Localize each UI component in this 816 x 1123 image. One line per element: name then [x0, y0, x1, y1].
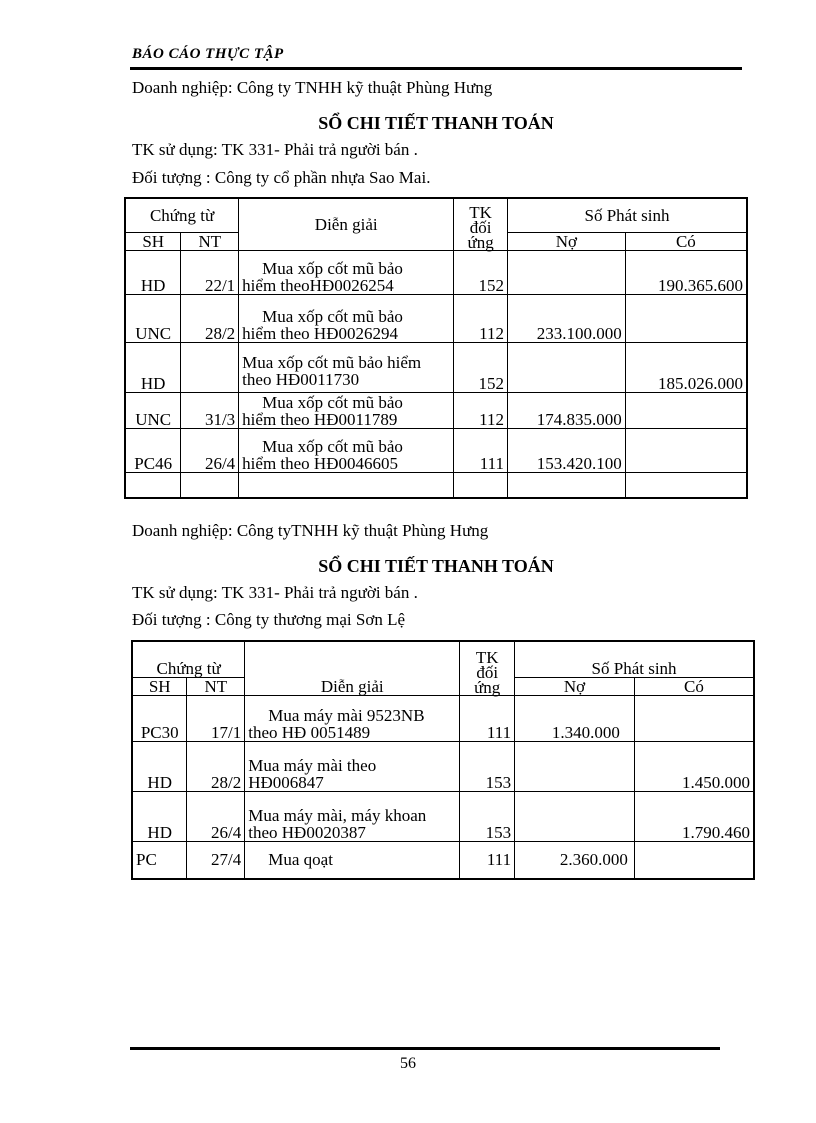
table-row — [125, 342, 747, 392]
voucher-number: UNC — [125, 392, 181, 428]
debit-amount: 233.100.000 — [508, 294, 626, 342]
credit-amount — [634, 695, 754, 741]
credit-header: Có — [634, 677, 754, 695]
description-line1: Mua máy mài theo — [248, 755, 377, 775]
contra-account: 112 — [454, 294, 508, 342]
account-header — [460, 641, 515, 695]
description-header: Diễn giải — [239, 198, 454, 250]
voucher-number: HD — [132, 741, 187, 791]
description-line2: HĐ006847 — [248, 772, 324, 792]
amount-header: Số Phát sinh — [508, 198, 748, 232]
credit-amount: 185.026.000 — [625, 342, 747, 392]
debit-amount: 1.340.000 — [515, 695, 635, 741]
header-rule — [130, 67, 742, 70]
voucher-number: HD — [132, 791, 187, 841]
voucher-number: PC — [132, 841, 187, 879]
account-header-line3: ứng — [474, 677, 501, 697]
debit-amount — [508, 250, 626, 294]
credit-amount — [625, 428, 747, 472]
voucher-date: 17/1 — [187, 695, 245, 741]
voucher-number: UNC — [125, 294, 181, 342]
voucher-date: 31/3 — [181, 392, 239, 428]
voucher-date: 28/2 — [181, 294, 239, 342]
table-row — [125, 250, 747, 294]
description-line1: Mua xốp cốt mũ bảo — [262, 436, 403, 456]
credit-header: Có — [625, 232, 747, 250]
subject-line-2: Đối tượng : Công ty thương mại Sơn Lệ — [132, 610, 406, 629]
voucher-date: 28/2 — [187, 741, 245, 791]
description-header: Diễn giải — [245, 641, 460, 695]
contra-account: 111 — [460, 841, 515, 879]
report-header: BÁO CÁO THỰC TẬP — [132, 46, 284, 62]
table-row — [132, 841, 754, 879]
table-row — [132, 741, 754, 791]
description — [245, 841, 460, 879]
description — [245, 791, 460, 841]
contra-account: 153 — [460, 741, 515, 791]
description — [239, 392, 454, 428]
nt-header: NT — [181, 232, 239, 250]
sh-header: SH — [132, 677, 187, 695]
company-line-1: Doanh nghiệp: Công ty TNHH kỹ thuật Phùng Hưng — [132, 78, 493, 97]
account-header-line1: TK — [475, 647, 499, 667]
debit-amount: 174.835.000 — [508, 392, 626, 428]
ledger-title-2: SỔ CHI TIẾT THANH TOÁN — [318, 556, 554, 576]
description-line2: hiểm theo HĐ0011789 — [242, 409, 398, 429]
voucher-number: HD — [125, 250, 181, 294]
table-row — [132, 791, 754, 841]
contra-account: 111 — [460, 695, 515, 741]
company-line-2: Doanh nghiệp: Công tyTNHH kỹ thuật Phùng Hưng — [132, 521, 489, 540]
debit-amount — [515, 741, 635, 791]
voucher-date: 27/4 — [187, 841, 245, 879]
credit-amount — [625, 392, 747, 428]
nt-header: NT — [187, 677, 245, 695]
subject-line-1: Đối tượng : Công ty cổ phần nhựa Sao Mai. — [132, 168, 431, 187]
table-row — [125, 294, 747, 342]
debit-amount — [508, 342, 626, 392]
ledger-title-1: SỔ CHI TIẾT THANH TOÁN — [318, 113, 554, 133]
description-line1: Mua xốp cốt mũ bảo hiểm — [242, 352, 422, 372]
debit-amount: 153.420.100 — [508, 428, 626, 472]
description-line1: Mua máy mài 9523NB — [268, 705, 425, 725]
footer-rule — [130, 1047, 720, 1050]
credit-amount: 1.790.460 — [634, 791, 754, 841]
voucher-number: PC30 — [132, 695, 187, 741]
table-row — [132, 695, 754, 741]
credit-amount: 1.450.000 — [634, 741, 754, 791]
contra-account: 152 — [454, 342, 508, 392]
table-row — [125, 428, 747, 472]
contra-account: 111 — [454, 428, 508, 472]
description-line2: theo HĐ0020387 — [248, 822, 366, 842]
credit-amount: 190.365.600 — [625, 250, 747, 294]
description-line1: Mua xốp cốt mũ bảo — [262, 258, 403, 278]
voucher-number: HD — [125, 342, 181, 392]
account-header-line2: đối — [476, 662, 499, 682]
contra-account: 112 — [454, 392, 508, 428]
description-line2: theo HĐ 0051489 — [248, 722, 371, 742]
table-row-empty — [125, 472, 747, 498]
page-number: 56 — [400, 1055, 416, 1072]
description-line1: Mua xốp cốt mũ bảo — [262, 306, 403, 326]
ledger-table-2 — [131, 640, 755, 880]
description-line2: Mua qoạt — [268, 850, 333, 870]
voucher-date: 26/4 — [181, 428, 239, 472]
table-row — [125, 392, 747, 428]
debit-header: Nợ — [515, 677, 635, 695]
contra-account: 153 — [460, 791, 515, 841]
account-header-line3: ứng — [467, 232, 494, 252]
ledger-table-1 — [124, 197, 748, 499]
voucher-number: PC46 — [125, 428, 181, 472]
amount-header: Số Phát sinh — [515, 641, 754, 677]
description-line1: Mua máy mài, máy khoan — [248, 805, 427, 825]
account-line-2: TK sử dụng: TK 331- Phải trả người bán . — [132, 583, 418, 602]
voucher-date: 22/1 — [181, 250, 239, 294]
credit-amount — [634, 841, 754, 879]
debit-amount: 2.360.000 — [515, 841, 635, 879]
description-line1: Mua xốp cốt mũ bảo — [262, 392, 403, 412]
description-line2: hiểm theo HĐ0046605 — [242, 453, 398, 473]
description — [239, 428, 454, 472]
description-line2: hiểm theo HĐ0026294 — [242, 323, 398, 343]
sh-header: SH — [125, 232, 181, 250]
description — [239, 294, 454, 342]
description-line2: theo HĐ0011730 — [242, 369, 360, 389]
voucher-header: Chứng từ — [132, 641, 245, 677]
description — [239, 250, 454, 294]
description — [245, 695, 460, 741]
credit-amount — [625, 294, 747, 342]
contra-account: 152 — [454, 250, 508, 294]
description — [239, 342, 454, 392]
voucher-date — [181, 342, 239, 392]
description — [245, 741, 460, 791]
voucher-header: Chứng từ — [125, 198, 239, 232]
account-header-line1: TK — [469, 202, 492, 222]
account-header-line2: đối — [469, 217, 492, 237]
account-line-1: TK sử dụng: TK 331- Phải trả người bán . — [132, 140, 418, 159]
debit-header: Nợ — [508, 232, 626, 250]
debit-amount — [515, 791, 635, 841]
voucher-date: 26/4 — [187, 791, 245, 841]
description-line2: hiểm theoHĐ0026254 — [242, 275, 394, 295]
account-header — [454, 198, 508, 250]
